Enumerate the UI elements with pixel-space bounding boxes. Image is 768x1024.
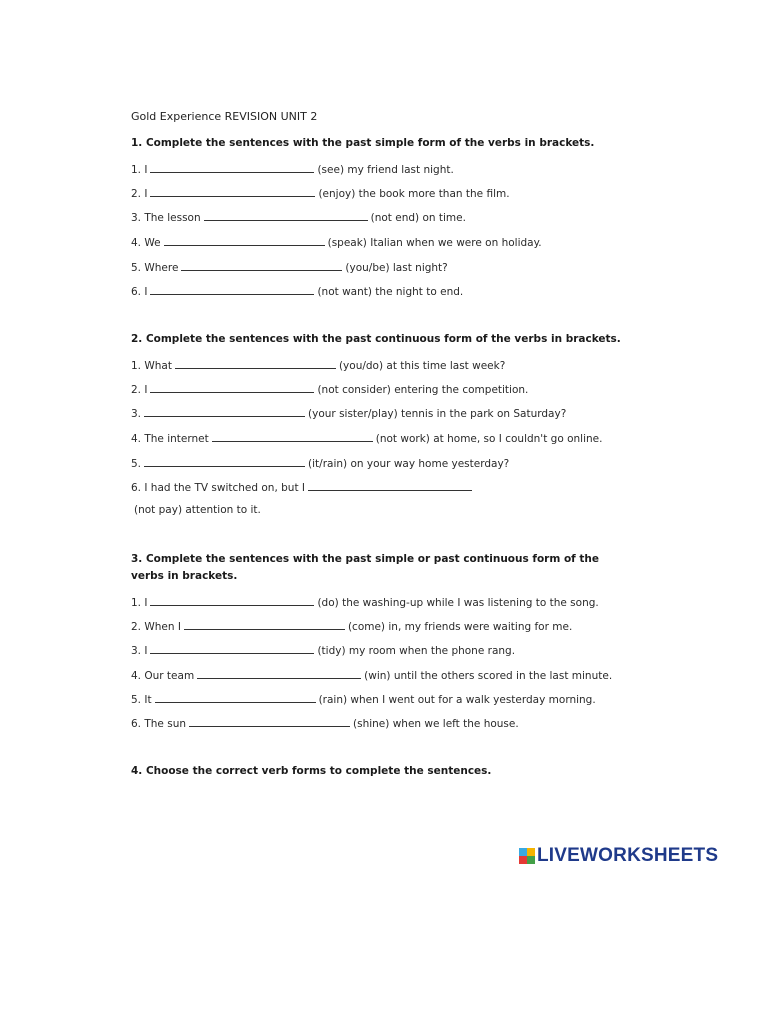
s1-item-4: [131, 234, 542, 250]
liveworksheets-logo-text: LIVEWORKSHEETS: [537, 845, 719, 866]
s3-item-6: [131, 715, 519, 731]
s1-item-1: [131, 161, 454, 177]
s3-item-6-prefix: 6. The sun: [131, 718, 187, 730]
s1-item-5-suffix: (you/be) last night?: [345, 262, 448, 274]
s3-item-4-suffix: (win) until the others scored in the last minute.: [364, 670, 613, 682]
s1-item-5: [131, 259, 448, 275]
s2-item-1-blank[interactable]: [175, 357, 336, 369]
s1-item-4-prefix: 4. We: [131, 237, 161, 249]
s1-item-6-suffix: (not want) the night to end.: [317, 286, 464, 298]
s1-item-2-prefix: 2. I: [131, 188, 148, 200]
s1-item-3-blank[interactable]: [204, 209, 368, 221]
s1-item-3: [131, 209, 466, 225]
s3-item-2-suffix: (come) in, my friends were waiting for me.: [347, 621, 573, 633]
s2-item-5-prefix: 5.: [131, 458, 142, 470]
s2-item-2-blank[interactable]: [150, 381, 314, 393]
s1-item-4-suffix: (speak) Italian when we were on holiday.: [327, 237, 542, 249]
s2-item-6-prefix: 6. I had the TV switched on, but I: [131, 482, 305, 494]
s2-item-6-continuation: (not pay) attention to it.: [134, 504, 261, 516]
s3-item-5-prefix: 5. It: [131, 694, 152, 706]
s2-item-2-suffix: (not consider) entering the competition.: [317, 384, 529, 396]
section-3-heading: 3. Complete the sentences with the past simple or past continuous form of the verbs in brackets.: [131, 553, 600, 582]
s1-item-4-blank[interactable]: [164, 234, 325, 246]
s2-item-1-prefix: 1. What: [131, 360, 172, 372]
s3-item-3-blank[interactable]: [150, 642, 314, 654]
s2-item-4-blank[interactable]: [212, 430, 373, 442]
s2-item-5-suffix: (it/rain) on your way home yesterday?: [308, 458, 510, 470]
s2-item-5-blank[interactable]: [144, 455, 305, 467]
s2-item-2: [131, 381, 528, 397]
s2-item-1-suffix: (you/do) at this time last week?: [338, 360, 506, 372]
s1-item-6: [131, 283, 463, 299]
s3-item-2-blank[interactable]: [184, 618, 345, 630]
logo-square-yellow: [527, 848, 535, 856]
s3-item-6-suffix: (shine) when we left the house.: [353, 718, 519, 730]
s3-item-3-suffix: (tidy) my room when the phone rang.: [317, 645, 516, 657]
s1-item-3-prefix: 3. The lesson: [131, 212, 201, 224]
liveworksheets-logo-icon: [519, 848, 535, 864]
s1-item-2: [131, 185, 510, 201]
section-2-heading: 2. Complete the sentences with the past continuous form of the verbs in brackets.: [131, 333, 621, 345]
s1-item-5-prefix: 5. Where: [131, 262, 179, 274]
s2-item-5: [131, 455, 509, 471]
s3-item-1-blank[interactable]: [150, 594, 314, 606]
s2-item-3-suffix: (your sister/play) tennis in the park on Saturday?: [308, 408, 567, 420]
s3-item-1: [131, 594, 599, 610]
s3-item-1-suffix: (do) the washing-up while I was listening to the song.: [317, 597, 599, 609]
s1-item-1-suffix: (see) my friend last night.: [317, 164, 454, 176]
s3-item-6-blank[interactable]: [189, 715, 350, 727]
s3-item-4: [131, 667, 612, 683]
section-4-heading: 4. Choose the correct verb forms to complete the sentences.: [131, 765, 492, 777]
s1-item-5-blank[interactable]: [181, 259, 342, 271]
logo-square-blue: [519, 848, 527, 856]
s2-item-6-blank[interactable]: [308, 479, 472, 491]
s3-item-5-blank[interactable]: [155, 691, 316, 703]
liveworksheets-logo: [519, 846, 718, 866]
s1-item-1-prefix: 1. I: [131, 164, 148, 176]
s3-item-4-blank[interactable]: [197, 667, 361, 679]
s1-item-6-blank[interactable]: [150, 283, 314, 295]
s3-item-3-prefix: 3. I: [131, 645, 148, 657]
s1-item-2-blank[interactable]: [150, 185, 315, 197]
section-1-heading: 1. Complete the sentences with the past simple form of the verbs in brackets.: [131, 137, 595, 149]
s2-item-3-prefix: 3.: [131, 408, 142, 420]
s3-item-5-suffix: (rain) when I went out for a walk yesterday morning.: [318, 694, 596, 706]
s3-item-1-prefix: 1. I: [131, 597, 148, 609]
logo-square-green: [527, 856, 535, 864]
s2-item-4-prefix: 4. The internet: [131, 433, 209, 445]
s2-item-2-prefix: 2. I: [131, 384, 148, 396]
s3-item-5: [131, 691, 596, 707]
s2-item-4-suffix: (not work) at home, so I couldn't go online.: [375, 433, 603, 445]
s3-item-2: [131, 618, 572, 634]
s3-item-4-prefix: 4. Our team: [131, 670, 195, 682]
logo-square-red: [519, 856, 527, 864]
s2-item-6: [131, 479, 475, 495]
s1-item-2-suffix: (enjoy) the book more than the film.: [318, 188, 510, 200]
worksheet-title: Gold Experience REVISION UNIT 2: [131, 110, 318, 123]
s2-item-3: [131, 405, 566, 421]
s3-item-3: [131, 642, 515, 658]
s1-item-6-prefix: 6. I: [131, 286, 148, 298]
s2-item-4: [131, 430, 602, 446]
s3-item-2-prefix: 2. When I: [131, 621, 181, 633]
s2-item-1: [131, 357, 505, 373]
s1-item-3-suffix: (not end) on time.: [370, 212, 466, 224]
s1-item-1-blank[interactable]: [150, 161, 314, 173]
s2-item-3-blank[interactable]: [144, 405, 305, 417]
